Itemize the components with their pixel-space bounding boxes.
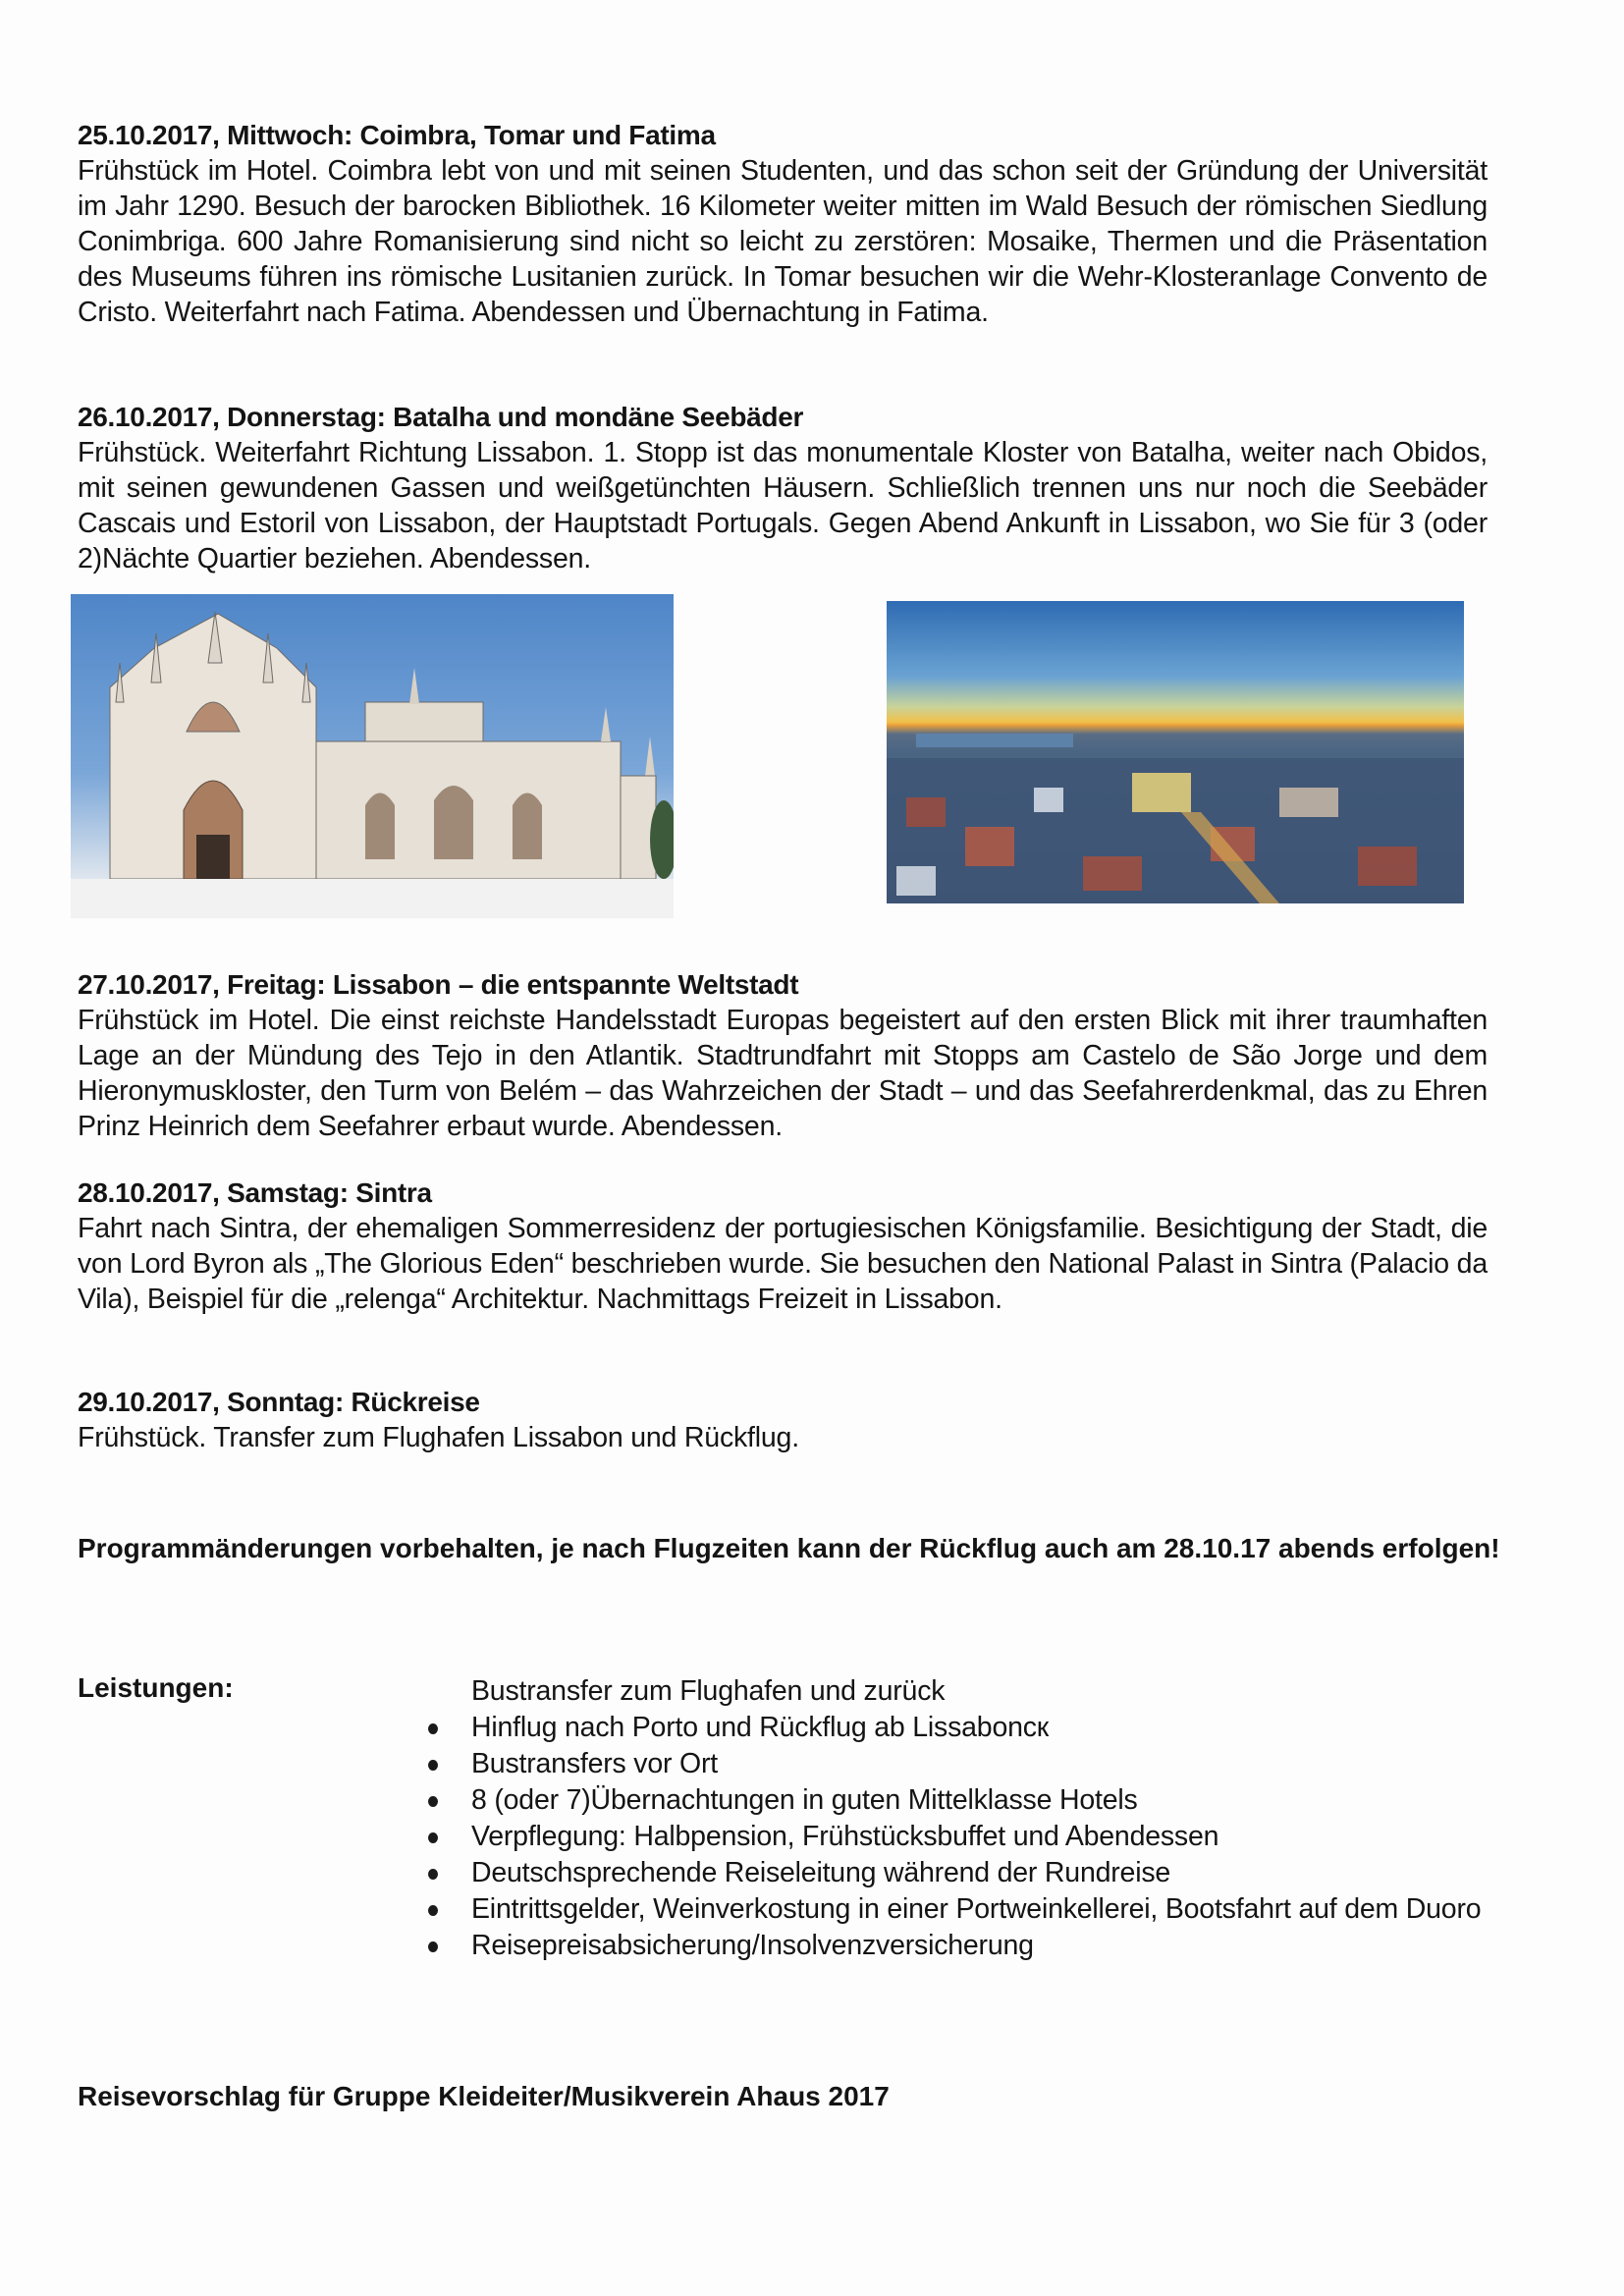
- service-item: Verpflegung: Halbpension, Frühstücksbuffet und Abendessen: [422, 1819, 1492, 1855]
- bullet-icon: [428, 1723, 438, 1734]
- day-section-29-10: [78, 1385, 1488, 1455]
- service-item: Deutschsprechende Reiseleitung während der Rundreise: [422, 1855, 1492, 1891]
- service-item: Bustransfers vor Ort: [422, 1746, 1492, 1782]
- day-section-27-10: [78, 967, 1488, 1144]
- program-change-notice: Programmänderungen vorbehalten, je nach Flugzeiten kann der Rückflug auch am 28.10.17 abends erfolgen!: [78, 1533, 1500, 1563]
- day-title: 26.10.2017, Donnerstag: Batalha und mondäne Seebäder: [78, 402, 804, 432]
- footer-proposal-title: Reisevorschlag für Gruppe Kleideiter/Musikverein Ahaus 2017: [78, 2081, 890, 2111]
- day-title: 27.10.2017, Freitag: Lissabon – die entspannte Weltstadt: [78, 969, 799, 1000]
- day-description: Frühstück im Hotel. Die einst reichste Handelsstadt Europas begeistert auf den ersten Blick mit ihrer traumhaften Lage an der Mündung des Tejo in den Atlantik. Stadtrundfahrt mit Stopps am Castelo de São Jorge und dem Hieronymuskloster, den Turm von Belém – das Wahrzeichen der Stadt – und das Seefahrerdenkmal, das zu Ehren Prinz Heinrich dem Seefahrer erbaut wurde. Abendessen.: [78, 1005, 1488, 1142]
- monastery-illustration: [71, 594, 674, 918]
- bullet-icon: [428, 1869, 438, 1880]
- bullet-icon: [428, 1796, 438, 1807]
- service-item: Reisepreisabsicherung/Insolvenzversicherung: [422, 1928, 1492, 1964]
- bullet-icon: [428, 1832, 438, 1843]
- day-section-28-10: [78, 1175, 1488, 1317]
- day-title: 28.10.2017, Samstag: Sintra: [78, 1177, 432, 1208]
- lisbon-city-photo: [887, 601, 1464, 903]
- city-illustration: [887, 601, 1464, 903]
- day-description: Frühstück. Weiterfahrt Richtung Lissabon. 1. Stopp ist das monumentale Kloster von Batalha, weiter nach Obidos, mit seinen gewundenen Gassen und weißgetünchten Häusern. Schließlich trennen uns nur noch die Seebäder Cascais und Estoril von Lissabon, der Hauptstadt Portugals. Gegen Abend Ankunft in Lissabon, wo Sie für 3 (oder 2)Nächte Quartier beziehen. Abendessen.: [78, 437, 1488, 574]
- service-item: Bustransfer zum Flughafen und zurück: [471, 1675, 946, 1707]
- day-section-25-10: [78, 118, 1488, 330]
- bullet-icon: [428, 1941, 438, 1952]
- service-item: Eintrittsgelder, Weinverkostung in einer Portweinkellerei, Bootsfahrt auf dem Duoro: [422, 1891, 1492, 1928]
- services-label: Leistungen:: [78, 1672, 234, 1703]
- day-description: Frühstück im Hotel. Coimbra lebt von und mit seinen Studenten, und das schon seit der Gründung der Universität im Jahr 1290. Besuch der barocken Bibliothek. 16 Kilometer weiter mitten im Wald Besuch der römischen Siedlung Conimbriga. 600 Jahre Romanisierung sind nicht so leicht zu zerstören: Mosaike, Thermen und die Präsentation des Museums führen ins römische Lusitanien zurück. In Tomar besuchen wir die Wehr-Klosteranlage Convento de Cristo. Weiterfahrt nach Fatima. Abendessen und Übernachtung in Fatima.: [78, 155, 1488, 328]
- day-title: 25.10.2017, Mittwoch: Coimbra, Tomar und Fatima: [78, 120, 716, 150]
- day-description: Fahrt nach Sintra, der ehemaligen Sommerresidenz der portugiesischen Königsfamilie. Besichtigung der Stadt, die von Lord Byron als „The Glorious Eden“ beschrieben wurde. Sie besuchen den National Palast in Sintra (Palacio da Vila), Beispiel für die „relenga“ Architektur. Nachmittags Freizeit in Lissabon.: [78, 1213, 1488, 1315]
- bullet-icon: [428, 1760, 438, 1771]
- day-title: 29.10.2017, Sonntag: Rückreise: [78, 1387, 480, 1417]
- day-section-26-10: [78, 400, 1488, 576]
- service-item: 8 (oder 7)Übernachtungen in guten Mittelklasse Hotels: [422, 1782, 1492, 1819]
- service-item: Hinflug nach Porto und Rückflug ab Lissaboncк: [422, 1710, 1492, 1746]
- day-description: Frühstück. Transfer zum Flughafen Lissabon und Rückflug.: [78, 1422, 799, 1453]
- services-list: [422, 1673, 1492, 1964]
- batalha-monastery-photo: [71, 594, 674, 918]
- bullet-icon: [428, 1905, 438, 1916]
